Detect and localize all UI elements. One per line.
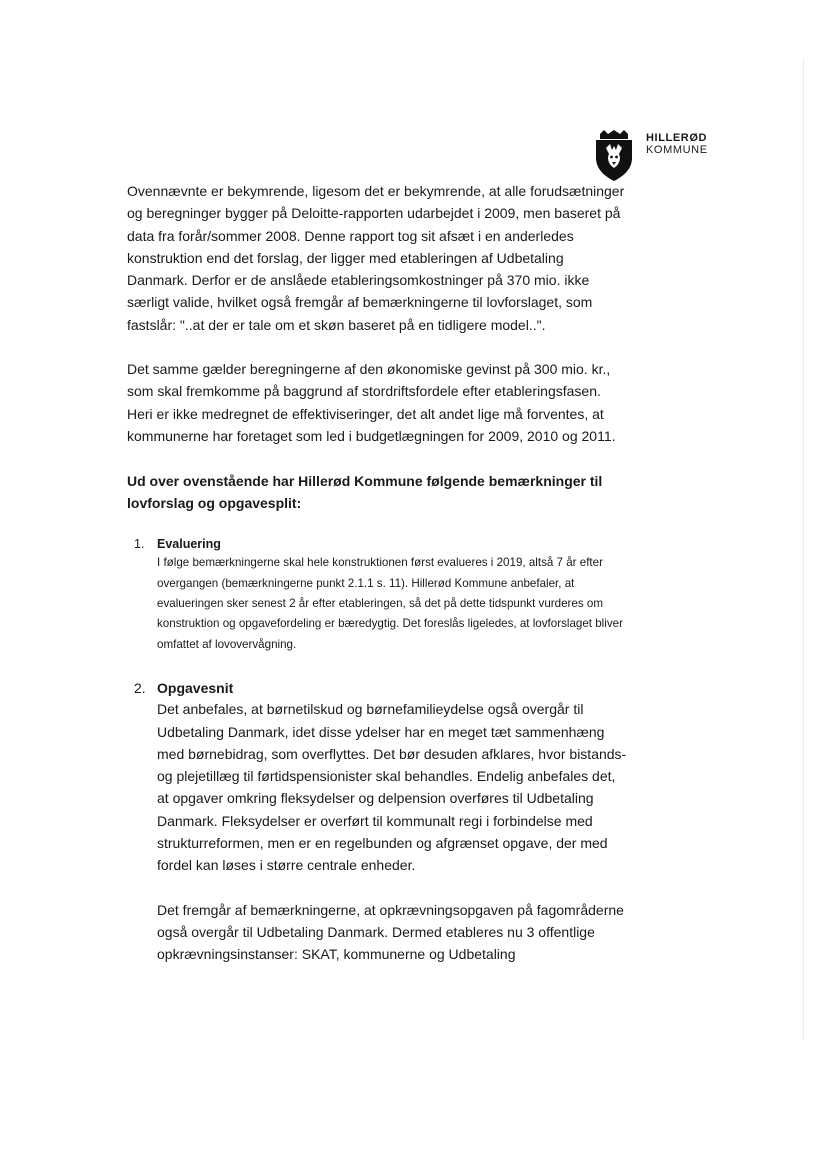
municipality-logo: [592, 128, 708, 182]
letter-body: [127, 180, 627, 966]
item-body: Det anbefales, at børnetilskud og børnefamilieydelse også overgår til Udbetaling Danmark, idet disse ydelser har en meget tæt sammenhæng med børnebidrag, som overflyttes. Det bør desuden afklares, hvor bistands- og plejetillæg til førtidspensionister skal behandles. Endelig anbefales det, at opgaver omkring fleksydelser og delpension overføres til Udbetaling Danmark. Fleksydelser er overført til kommunalt regi i forbindelse med strukturreformen, men er en regelbunden og afgrænset opgave, der med fordel kan løses i større centrale enheder.: [157, 701, 627, 874]
list-item-evaluation: [127, 536, 627, 655]
remarks-list: [127, 536, 627, 965]
logo-line-2: KOMMUNE: [646, 144, 708, 156]
coat-of-arms-icon: [592, 130, 636, 182]
logo-wordmark: [646, 132, 708, 156]
section-heading: Ud over ovenstående har Hillerød Kommune følgende bemærkninger til lovforslag og opgavesplit:: [127, 473, 603, 512]
paragraph-concerns: Ovennævnte er bekymrende, ligesom det er bekymrende, at alle forudsætninger og beregninger bygger på Deloitte-rapporten udarbejdet i 2009, men baseret på data fra forår/sommer 2008. Denne rapport tog sit afsæt i en anderledes konstruktion end det forslag, der ligger med etableringen af Udbetaling Danmark. Derfor er de anslåede etableringsomkostninger på 370 mio. ikke særligt valide, hvilket også fremgår af bemærkningerne til lovforslaget, som fastslår: "..at der er tale om et skøn baseret på en tidligere model..".: [127, 183, 625, 333]
item-title: Opgavesnit: [157, 680, 234, 697]
item-number: 2.: [134, 680, 146, 697]
scan-edge-artifact: [801, 60, 804, 1040]
paragraph-economic-gain: Det samme gælder beregningerne af den økonomiske gevinst på 300 mio. kr., som skal fremkomme på baggrund af stordriftsfordele efter etableringsfasen. Heri er ikke medregnet de effektiviseringer, det alt andet lige må forventes, at kommunerne har foretaget som led i budgetlægningen for 2009, 2010 og 2011.: [127, 361, 616, 444]
item-body: I følge bemærkningerne skal hele konstruktionen først evalueres i 2019, altså 7 år efter overgangen (bemærkningerne punkt 2.1.1 s. 11). Hillerød Kommune anbefaler, at evalueringen sker senest 2 år efter etableringen, så det på dette tidspunkt vurderes om konstruktion og opgavefordeling er bæredygtig. Det foreslås ligeledes, at lovforslaget bliver omfattet af lovovervågning.: [157, 556, 623, 651]
item-title: Evaluering: [157, 537, 221, 552]
list-item-task-split: [127, 678, 627, 965]
logo-line-1: HILLERØD: [646, 132, 708, 144]
item-number: 1.: [134, 537, 145, 552]
item-body-continued: Det fremgår af bemærkningerne, at opkrævningsopgaven på fagområderne også overgår til Udbetaling Danmark. Dermed etableres nu 3 offentlige opkrævningsinstanser: SKAT, kommunerne og Udbetaling: [157, 901, 624, 963]
